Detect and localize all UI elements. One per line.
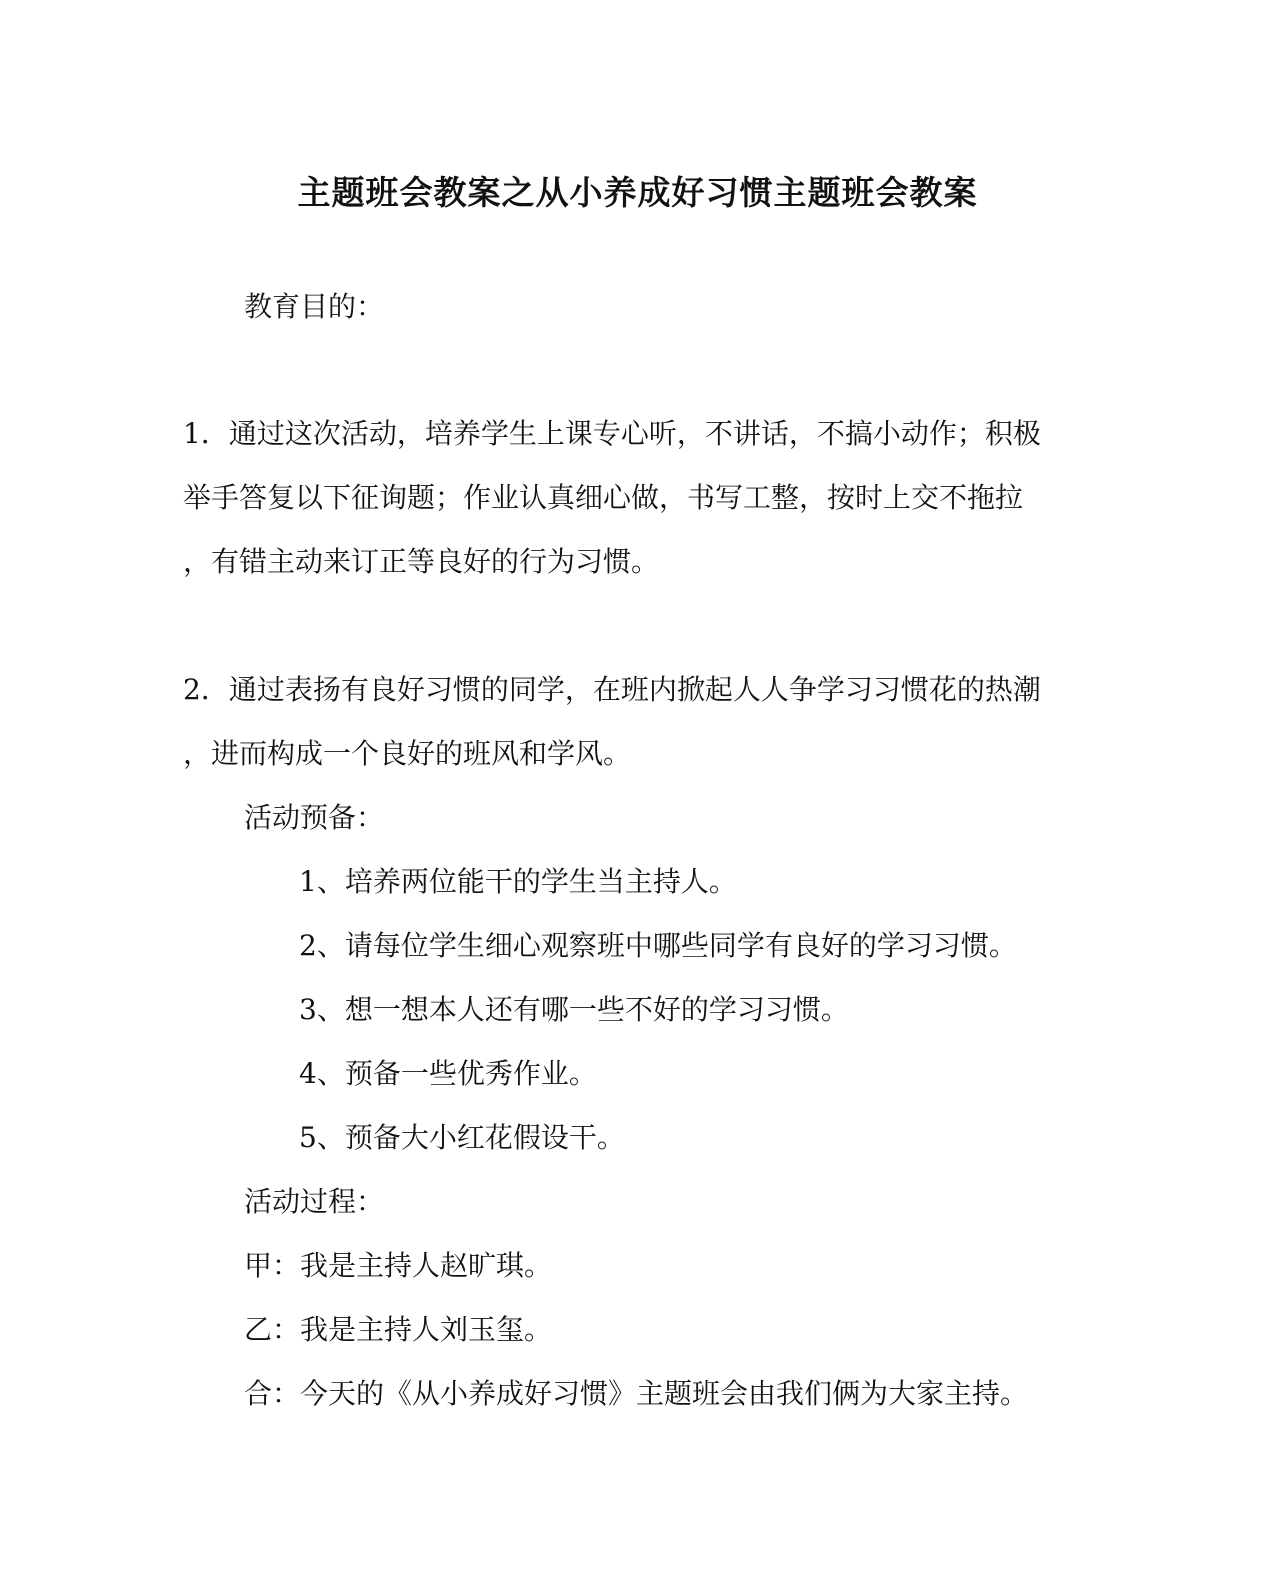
goal2-line-1: 2．通过表扬有良好习惯的同学，在班内掀起人人争学习习惯花的热潮 [183, 673, 1041, 706]
prep-item-2: 2、请每位学生细心观察班中哪些同学有良好的学习习惯。 [299, 929, 1017, 962]
prep-item-1: 1、培养两位能干的学生当主持人。 [299, 865, 737, 898]
prep-heading: 活动预备： [244, 801, 385, 834]
goal2-line-2: ，进而构成一个良好的班风和学风。 [183, 737, 632, 770]
dialogue-line-2: 乙：我是主持人刘玉玺。 [244, 1313, 553, 1346]
prep-item-4: 4、预备一些优秀作业。 [299, 1057, 597, 1090]
goal1-line-1: 1．通过这次活动，培养学生上课专心听，不讲话，不搞小动作；积极 [183, 417, 1041, 450]
prep-item-5: 5、预备大小红花假设干。 [299, 1121, 625, 1154]
process-heading: 活动过程： [244, 1185, 385, 1218]
prep-item-3: 3、想一想本人还有哪一些不好的学习习惯。 [299, 993, 849, 1026]
dialogue-line-1: 甲：我是主持人赵旷琪。 [244, 1249, 553, 1282]
goal1-line-3: ，有错主动来订正等良好的行为习惯。 [183, 545, 660, 578]
goal-heading: 教育目的： [244, 290, 385, 323]
goal1-line-2: 举手答复以下征询题；作业认真细心做，书写工整，按时上交不拖拉 [183, 481, 1024, 514]
dialogue-line-3: 合：今天的《从小养成好习惯》主题班会由我们俩为大家主持。 [244, 1377, 1029, 1410]
document-title: 主题班会教案之从小养成好习惯主题班会教案 [297, 173, 978, 212]
